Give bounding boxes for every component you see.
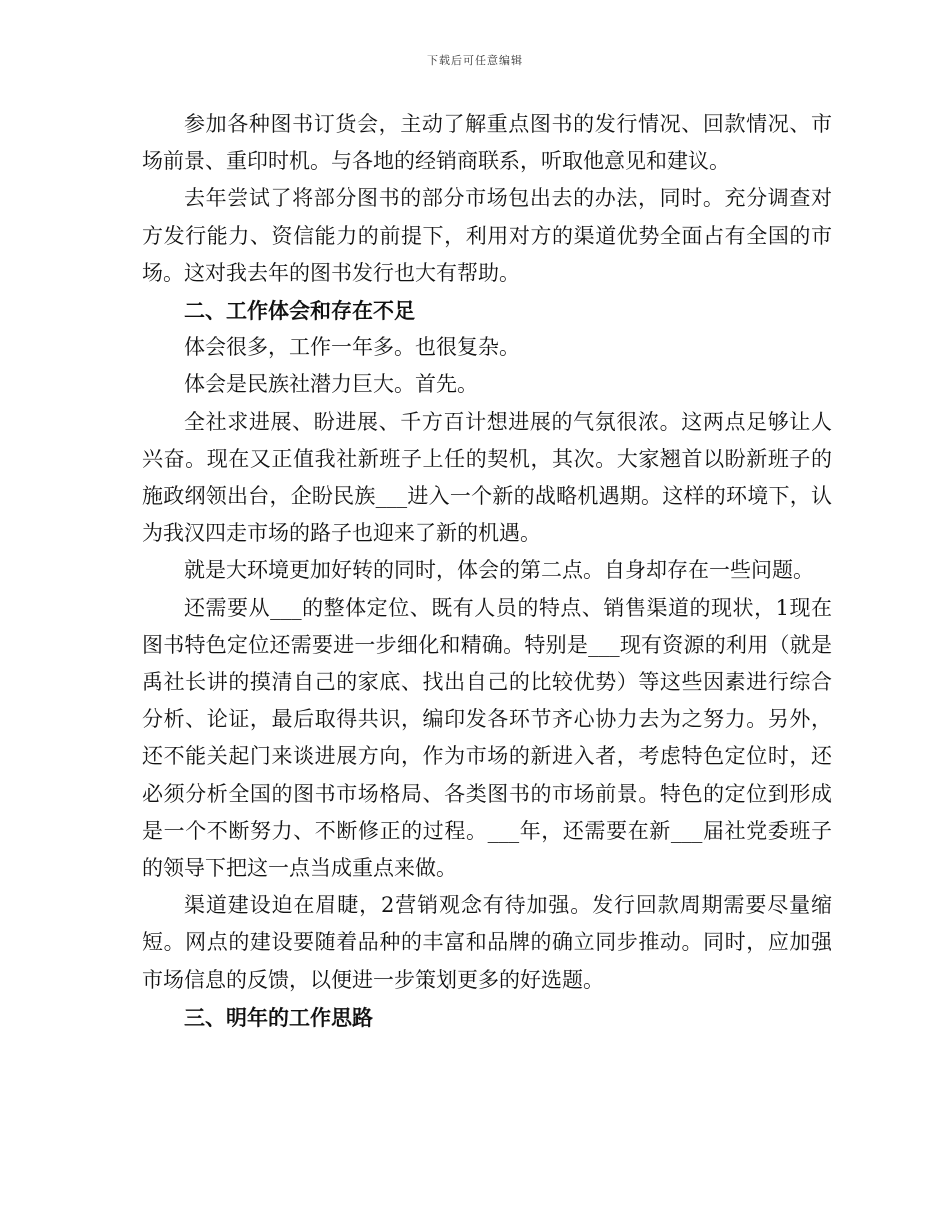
- section-heading: 二、工作体会和存在不足: [184, 298, 415, 324]
- section-heading: 三、明年的工作思路: [184, 1004, 373, 1030]
- paragraph: 渠道建设迫在眉睫，2营销观念有待加强。发行回款周期需要尽量缩短。网点的建设要随着品种的丰富和品牌的确立同步推动。同时，应加强市场信息的反馈，以便进一步策划更多的好选题。: [142, 893, 832, 992]
- paragraph: 体会很多，工作一年多。也很复杂。: [184, 335, 520, 360]
- paragraph: 去年尝试了将部分图书的部分市场包出去的办法，同时。充分调查对方发行能力、资信能力的前提下，利用对方的渠道优势全面占有全国的市场。这对我去年的图书发行也大有帮助。: [142, 186, 832, 285]
- page-header: 下载后可任意编辑: [427, 54, 523, 67]
- paragraph: 还需要从___的整体定位、既有人员的特点、销售渠道的现状，1现在图书特色定位还需要进一步细化和精确。特别是___现有资源的利用（就是禹社长讲的摸清自己的家底、找出自己的比较优势）等这些因素进行综合分析、论证，最后取得共识，编印发各环节齐心协力去为之努力。另外，还不能关起门来谈进展方向，作为市场的新进入者，考虑特色定位时，还必须分析全国的图书市场格局、各类图书的市场前景。特色的定位到形成是一个不断努力、不断修正的过程。___年，还需要在新___届社党委班子的领导下把这一点当成重点来做。: [142, 595, 832, 881]
- paragraph: 体会是民族社潜力巨大。首先。: [184, 372, 478, 397]
- paragraph: 就是大环境更加好转的同时，体会的第二点。自身却存在一些问题。: [184, 558, 814, 583]
- document-body: [142, 106, 832, 1036]
- paragraph: 全社求进展、盼进展、千方百计想进展的气氛很浓。这两点足够让人兴奋。现在又正值我社新班子上任的契机，其次。大家翘首以盼新班子的施政纲领出台，企盼民族___进入一个新的战略机遇期。这样的环境下，认为我汉四走市场的路子也迎来了新的机遇。: [142, 409, 832, 546]
- paragraph: 参加各种图书订货会，主动了解重点图书的发行情况、回款情况、市场前景、重印时机。与各地的经销商联系，听取他意见和建议。: [142, 112, 832, 174]
